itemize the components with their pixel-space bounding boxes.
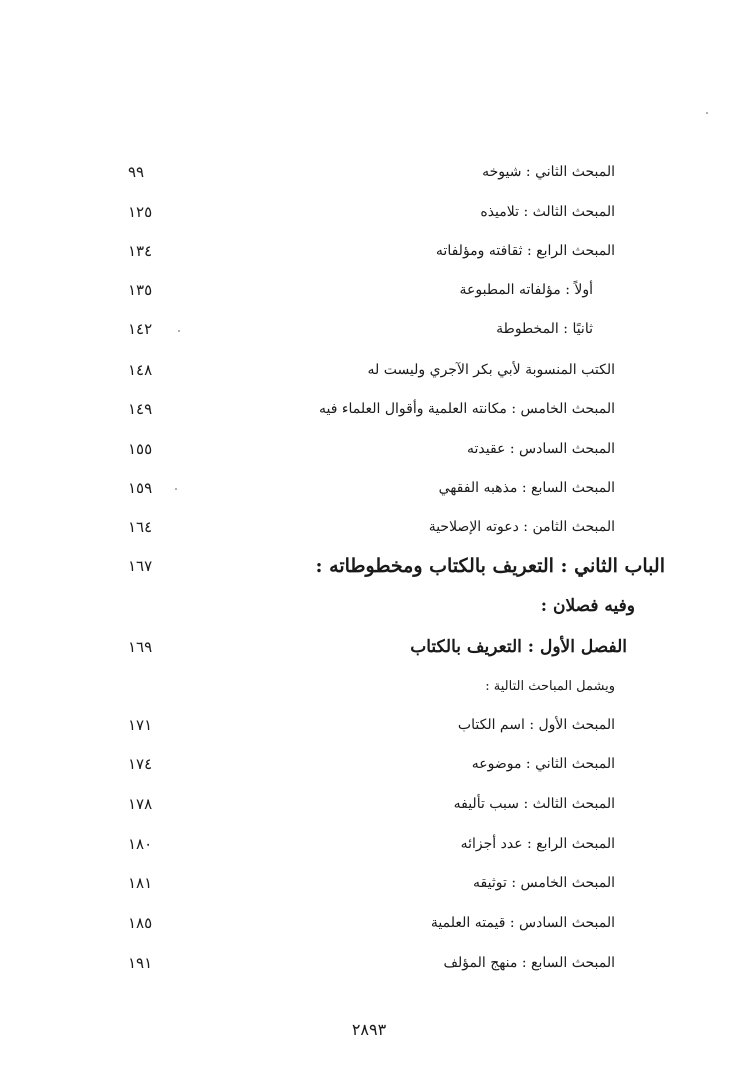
toc-entry-page: ١٢٥ <box>128 203 153 221</box>
toc-entry <box>120 710 615 740</box>
scan-speck <box>178 330 180 332</box>
toc-entry-title: الباب الثاني : التعريف بالكتاب ومخطوطاته : <box>315 555 665 577</box>
toc-entry <box>120 749 615 779</box>
toc-entry-title: ثانيًا : المخطوطة <box>496 321 593 337</box>
toc-entry <box>120 157 615 187</box>
toc-entry-title: المبحث الرابع : عدد أجزائه <box>460 836 615 852</box>
toc-entry-page: ١٧١ <box>128 716 153 734</box>
toc-entry-page: ١٤٨ <box>128 361 153 379</box>
toc-entry-title: المبحث الثامن : دعوته الإصلاحية <box>428 519 615 535</box>
toc-entry <box>120 197 615 227</box>
toc-entry-title: ويشمل المباحث التالية : <box>485 679 615 694</box>
toc-entry-title: أولاً : مؤلفاته المطبوعة <box>459 282 593 298</box>
toc-entry <box>120 275 615 305</box>
toc-entry-title: المبحث السادس : قيمته العلمية <box>430 915 615 931</box>
toc-entry-title: المبحث الثالث : تلاميذه <box>480 204 615 220</box>
toc-entry-page: ١٥٥ <box>128 440 153 458</box>
toc-entry <box>120 908 615 938</box>
toc-entry <box>120 868 615 898</box>
toc-entry <box>120 473 615 503</box>
toc-entry <box>120 512 615 542</box>
toc-entry-title: المبحث الثاني : شيوخه <box>482 164 615 180</box>
toc-entry-page: ٩٩ <box>128 163 145 181</box>
toc-entry-page: ١٦٧ <box>128 557 153 575</box>
toc-entry-page: ١٤٢ <box>128 320 153 338</box>
toc-entry-title: المبحث السادس : عقيدته <box>467 441 615 457</box>
toc-subheading <box>120 672 615 702</box>
toc-entry-page: ١٨١ <box>128 874 153 892</box>
page-number: ٢٨٩٣ <box>351 1020 387 1039</box>
toc-entry-page: ١٩١ <box>128 954 153 972</box>
scan-speck <box>706 112 708 114</box>
toc-entry-title: وفيه فصلان : <box>540 596 635 616</box>
toc-section-heading <box>120 551 665 581</box>
toc-chapter-heading <box>120 632 627 662</box>
toc-subheading <box>120 591 635 621</box>
toc-entry-title: المبحث الثاني : موضوعه <box>471 756 615 772</box>
toc-entry-page: ١٦٩ <box>128 638 153 656</box>
toc-entry-page: ١٦٤ <box>128 518 153 536</box>
toc-entry <box>120 789 615 819</box>
toc-entry <box>120 394 615 424</box>
toc-entry <box>120 355 615 385</box>
toc-entry-title: المبحث الخامس : توثيقه <box>473 875 615 891</box>
toc-entry-page: ١٣٥ <box>128 281 153 299</box>
toc-entry-title: الفصل الأول : التعريف بالكتاب <box>410 637 627 657</box>
toc-entry <box>120 236 615 266</box>
toc-entry-title: المبحث الخامس : مكانته العلمية وأقوال العلماء فيه <box>319 401 615 417</box>
toc-entry <box>120 948 615 978</box>
toc-entry-title: الكتب المنسوبة لأبي بكر الآجري وليست له <box>367 362 615 378</box>
toc-entry-page: ١٨٥ <box>128 914 153 932</box>
toc-entry <box>120 434 615 464</box>
toc-entry-page: ١٨٠ <box>128 835 153 853</box>
toc-entry-page: ١٥٩ <box>128 479 153 497</box>
toc-entry-title: المبحث الثالث : سبب تأليفه <box>453 796 615 812</box>
toc-entry <box>120 829 615 859</box>
toc-entry-title: المبحث الرابع : ثقافته ومؤلفاته <box>435 243 615 259</box>
toc-entry-page: ١٧٨ <box>128 795 153 813</box>
toc-entry-title: المبحث الأول : اسم الكتاب <box>457 717 615 733</box>
toc-entry-page: ١٤٩ <box>128 400 153 418</box>
toc-entry <box>120 314 615 344</box>
toc-entry-title: المبحث السابع : منهج المؤلف <box>443 955 615 971</box>
toc-entry-page: ١٣٤ <box>128 242 153 260</box>
toc-entry-page: ١٧٤ <box>128 755 153 773</box>
toc-entry-title: المبحث السابع : مذهبه الفقهي <box>438 480 615 496</box>
scan-speck <box>175 488 177 490</box>
